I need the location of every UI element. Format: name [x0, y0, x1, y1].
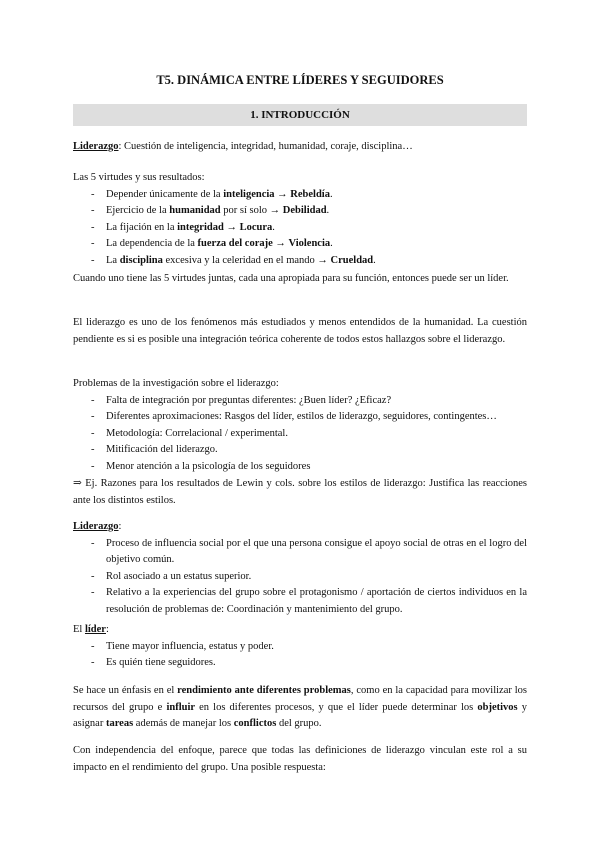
paragraph-cinco-virtudes: Cuando uno tiene las 5 virtudes juntas, cada una apropiada para su función, entonces puede ser un líder. — [73, 273, 509, 284]
liderazgo-block — [73, 519, 527, 618]
virtudes-list — [73, 187, 527, 270]
problemas-intro: Problemas de la investigación sobre el liderazgo: — [73, 378, 279, 389]
virtudes-block — [73, 170, 527, 269]
list-item: - La dependencia de la fuerza del coraje → Violencia. — [73, 236, 527, 253]
list-item: - Rol asociado a un estatus superior. — [73, 569, 527, 586]
lider-block — [73, 622, 527, 672]
list-item: - Depender únicamente de la inteligencia → Rebeldía. — [73, 187, 527, 204]
paragraph-fenomenos: El liderazgo es uno de los fenómenos más estudiados y menos entendidos de la humanidad. La cuestión pendiente es si es posible una integración teórica coherente de todos estos hallazgos sobre el liderazgo. — [73, 317, 527, 345]
list-item: - Falta de integración por preguntas diferentes: ¿Buen líder? ¿Eficaz? — [73, 393, 527, 410]
liderazgo-list — [73, 536, 527, 619]
list-item: - Menor atención a la psicología de los seguidores — [73, 459, 527, 476]
lider-heading: El líder: — [73, 624, 109, 635]
term-liderazgo: Liderazgo — [73, 141, 119, 152]
list-item: - Es quién tiene seguidores. — [73, 655, 527, 672]
paragraph-ejemplo: ⇒ Ej. Razones para los resultados de Lewin y cols. sobre los estilos de liderazgo: Justifica las reacciones ante los distintos estilos. — [73, 478, 527, 506]
problemas-block — [73, 376, 527, 475]
list-item: - Proceso de influencia social por el que una persona consigue el apoyo social de otras en el logro del objetivo común. — [73, 536, 527, 569]
list-item: - Mitificación del liderazgo. — [73, 442, 527, 459]
section-heading: 1. INTRODUCCIÓN — [73, 104, 527, 126]
paragraph-final: Con independencia del enfoque, parece que todas las definiciones de liderazgo vinculan este rol a su impacto en el rendimiento del grupo. Una posible respuesta: — [73, 745, 527, 773]
liderazgo-definition — [73, 139, 527, 156]
list-item: - Diferentes aproximaciones: Rasgos del líder, estilos de liderazgo, seguidores, contingentes… — [73, 409, 527, 426]
definition-text: : Cuestión de inteligencia, integridad, humanidad, coraje, disciplina… — [118, 141, 413, 152]
problemas-list — [73, 393, 527, 476]
paragraph-enfasis: Se hace un énfasis en el rendimiento ante diferentes problemas, como en la capacidad para movilizar los recursos del grupo e influir en los diferentes procesos, y que el líder puede determinar los objetivos y asignar tareas además de manejar los conflictos del grupo. — [73, 685, 527, 729]
list-item: - Relativo a la experiencias del grupo sobre el protagonismo / aportación de ciertos individuos en la resolución de problemas de: Coordinación y mantenimiento del grupo. — [73, 585, 527, 618]
liderazgo-heading: Liderazgo: — [73, 521, 122, 532]
virtudes-intro: Las 5 virtudes y sus resultados: — [73, 172, 205, 183]
list-item: - Ejercicio de la humanidad por sí solo → Debilidad. — [73, 203, 527, 220]
list-item: - La fijación en la integridad → Locura. — [73, 220, 527, 237]
list-item: - Tiene mayor influencia, estatus y poder. — [73, 639, 527, 656]
page-title: T5. DINÁMICA ENTRE LÍDERES Y SEGUIDORES — [156, 73, 444, 87]
list-item: - La disciplina excesiva y la celeridad en el mando → Crueldad. — [73, 253, 527, 270]
list-item: - Metodología: Correlacional / experimental. — [73, 426, 527, 443]
lider-list — [73, 639, 527, 672]
